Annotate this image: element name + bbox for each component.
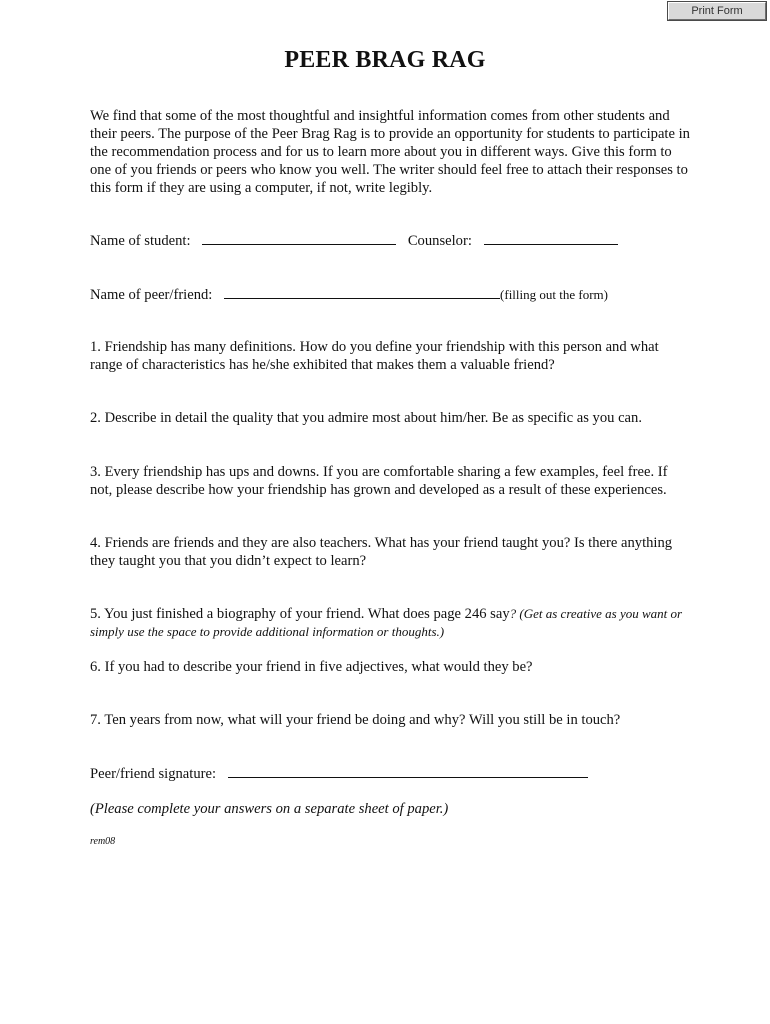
- page-title: PEER BRAG RAG: [284, 47, 486, 73]
- student-name-field[interactable]: [202, 231, 396, 245]
- signature-row: [90, 764, 588, 783]
- question-6: 6. If you had to describe your friend in five adjectives, what would they be?: [90, 659, 533, 675]
- signature-label: Peer/friend signature:: [90, 766, 217, 782]
- signature-field[interactable]: [228, 764, 588, 778]
- question-3: 3. Every friendship has ups and downs. If you are comfortable sharing a few examples, feel free. If not, please describe how your friendship has grown and developed as a result of these experiences.: [90, 464, 668, 498]
- student-row: [90, 231, 618, 250]
- print-form-button[interactable]: Print Form: [668, 2, 766, 20]
- question-5-note: ? (Get as creative as you want or simply use the space to provide additional information or thoughts.): [90, 606, 683, 639]
- closing-note: (Please complete your answers on a separate sheet of paper.): [90, 801, 449, 817]
- counselor-label: Counselor:: [407, 233, 472, 249]
- question-7: 7. Ten years from now, what will your friend be doing and why? Will you still be in touch?: [90, 712, 621, 728]
- question-4: 4. Friends are friends and they are also teachers. What has your friend taught you? Is there anything they taught you that you didn’t expect to learn?: [90, 535, 673, 569]
- revision-code: rem08: [90, 836, 116, 847]
- student-name-label: Name of student:: [90, 233, 191, 249]
- question-2: 2. Describe in detail the quality that you admire most about him/her. Be as specific as you can.: [90, 410, 642, 426]
- question-5: [90, 605, 690, 641]
- intro-paragraph: We find that some of the most thoughtful and insightful information comes from other students and their peers. The purpose of the Peer Brag Rag is to provide an opportunity for students to participate in the recommendation process and for us to learn more about you in different ways. Give this form to one of you friends or peers who know you well. The writer should feel free to attach their responses to this form if they are using a computer, if not, write legibly.: [90, 108, 690, 196]
- peer-name-field[interactable]: [224, 285, 500, 299]
- question-1: 1. Friendship has many definitions. How do you define your friendship with this person and what range of characteristics has he/she exhibited that makes them a valuable friend?: [90, 339, 659, 373]
- peer-row: [90, 285, 608, 304]
- peer-name-label: Name of peer/friend:: [90, 287, 213, 303]
- counselor-field[interactable]: [484, 231, 618, 245]
- peer-name-note: (filling out the form): [500, 287, 608, 302]
- question-5-text: 5. You just finished a biography of your friend. What does page 246 say: [90, 606, 510, 622]
